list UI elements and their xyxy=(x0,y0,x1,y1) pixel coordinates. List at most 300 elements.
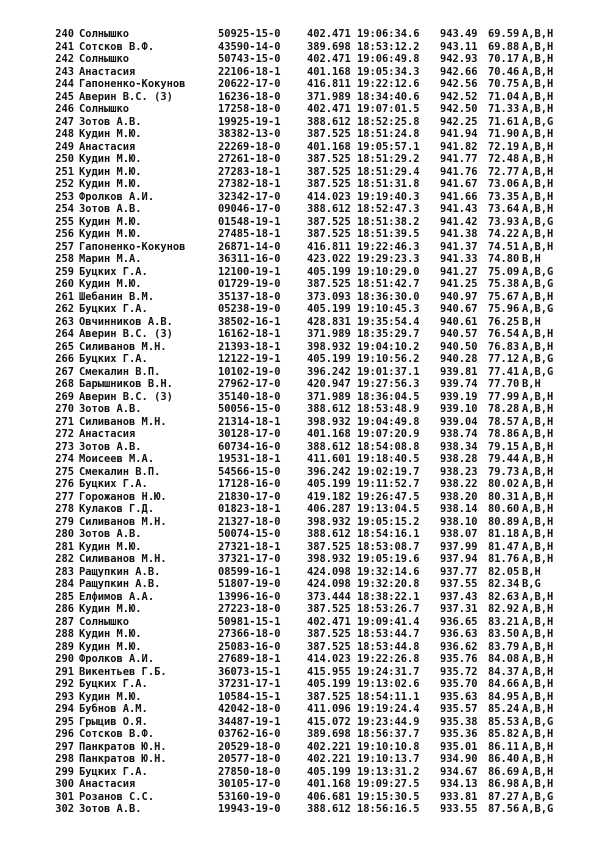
ring-code: 09046-17-0 xyxy=(218,203,281,215)
ring-code: 16236-18-0 xyxy=(218,90,281,103)
arrival-time: 18:52:25.8 xyxy=(357,115,420,128)
distance: 401.168 xyxy=(307,428,351,440)
percent: 79.15 xyxy=(488,440,520,453)
speed: 941.25 xyxy=(440,278,478,290)
percent: 70.46 xyxy=(488,65,520,78)
percent: 79.73 xyxy=(488,465,520,478)
ring-code: 37231-17-1 xyxy=(218,678,281,690)
distance: 411.096 xyxy=(307,703,351,715)
arrival-time: 19:05:15.2 xyxy=(357,515,420,528)
speed: 942.93 xyxy=(440,53,478,65)
place-number: 282 xyxy=(55,553,74,565)
ring-code: 35140-18-0 xyxy=(218,390,281,403)
owner-name: Кудин М.Ю. xyxy=(79,165,142,178)
category-tags: A,B,H xyxy=(522,503,554,515)
ring-code: 27283-18-1 xyxy=(218,165,281,178)
owner-name: Кудин М.Ю. xyxy=(79,215,142,228)
percent: 85.24 xyxy=(488,703,520,715)
category-tags: A,B,G xyxy=(522,115,554,128)
place-number: 285 xyxy=(55,590,74,603)
table-row xyxy=(0,241,600,254)
table-row xyxy=(0,116,600,129)
table-row xyxy=(0,678,600,691)
ring-code: 16162-18-1 xyxy=(218,328,281,340)
owner-name: Солнышко xyxy=(79,615,130,628)
category-tags: A,B,H xyxy=(522,603,554,615)
distance: 405.199 xyxy=(307,765,351,778)
distance: 387.525 xyxy=(307,628,351,640)
ring-code: 27366-18-0 xyxy=(218,628,281,640)
ring-code: 05238-19-0 xyxy=(218,303,281,315)
place-number: 259 xyxy=(55,265,74,278)
category-tags: A,B,H xyxy=(522,40,554,53)
place-number: 258 xyxy=(55,253,74,265)
speed: 935.70 xyxy=(440,678,478,690)
place-number: 241 xyxy=(55,40,74,53)
category-tags: A,B,H xyxy=(522,703,554,715)
distance: 406.287 xyxy=(307,503,351,515)
table-row xyxy=(0,403,600,416)
table-row xyxy=(0,141,600,154)
arrival-time: 19:11:52.7 xyxy=(357,478,420,490)
ring-code: 10584-15-1 xyxy=(218,690,281,703)
percent: 86.98 xyxy=(488,778,520,790)
distance: 411.601 xyxy=(307,453,351,465)
owner-name: Зотов А.В. xyxy=(79,528,142,540)
owner-name: Аверин В.С. (З) xyxy=(79,390,173,403)
speed: 942.52 xyxy=(440,90,478,103)
place-number: 281 xyxy=(55,540,74,553)
table-row xyxy=(0,453,600,466)
owner-name: Буцких Г.А. xyxy=(79,303,148,315)
owner-name: Анастасия xyxy=(79,140,136,153)
category-tags: A,B,H xyxy=(522,553,554,565)
distance: 388.612 xyxy=(307,803,351,815)
table-row xyxy=(0,53,600,66)
distance: 398.932 xyxy=(307,340,351,353)
table-row xyxy=(0,653,600,666)
speed: 935.72 xyxy=(440,665,478,678)
arrival-time: 18:54:16.1 xyxy=(357,528,420,540)
place-number: 262 xyxy=(55,303,74,315)
category-tags: A,B,G xyxy=(522,353,554,365)
distance: 388.612 xyxy=(307,440,351,453)
place-number: 271 xyxy=(55,415,74,428)
owner-name: Сотсков В.Ф. xyxy=(79,728,155,740)
distance: 423.022 xyxy=(307,253,351,265)
place-number: 292 xyxy=(55,678,74,690)
table-row xyxy=(0,416,600,429)
category-tags: A,B,H xyxy=(522,728,554,740)
percent: 83.21 xyxy=(488,615,520,628)
place-number: 280 xyxy=(55,528,74,540)
percent: 80.31 xyxy=(488,490,520,503)
place-number: 244 xyxy=(55,78,74,90)
distance: 406.681 xyxy=(307,790,351,803)
owner-name: Силиванов М.Н. xyxy=(79,553,167,565)
place-number: 290 xyxy=(55,653,74,665)
place-number: 288 xyxy=(55,628,74,640)
ring-code: 27261-18-0 xyxy=(218,153,281,165)
category-tags: A,B,H xyxy=(522,665,554,678)
place-number: 277 xyxy=(55,490,74,503)
table-row xyxy=(0,128,600,141)
place-number: 249 xyxy=(55,140,74,153)
owner-name: Солнышко xyxy=(79,53,130,65)
category-tags: A,B,H xyxy=(522,90,554,103)
category-tags: A,B,H xyxy=(522,590,554,603)
owner-name: Бубнов А.М. xyxy=(79,703,148,715)
place-number: 267 xyxy=(55,365,74,378)
arrival-time: 19:06:34.6 xyxy=(357,28,420,40)
arrival-time: 19:29:23.3 xyxy=(357,253,420,265)
table-row xyxy=(0,428,600,441)
place-number: 257 xyxy=(55,240,74,253)
speed: 935.63 xyxy=(440,690,478,703)
table-row xyxy=(0,666,600,679)
speed: 937.94 xyxy=(440,553,478,565)
category-tags: A,B,H xyxy=(522,403,554,415)
speed: 938.07 xyxy=(440,528,478,540)
percent: 75.09 xyxy=(488,265,520,278)
category-tags: A,B,H xyxy=(522,153,554,165)
percent: 84.37 xyxy=(488,665,520,678)
ring-code: 21314-18-1 xyxy=(218,415,281,428)
arrival-time: 18:51:38.2 xyxy=(357,215,420,228)
owner-name: Анастасия xyxy=(79,428,136,440)
arrival-time: 18:53:26.7 xyxy=(357,603,420,615)
speed: 940.97 xyxy=(440,290,478,303)
speed: 942.66 xyxy=(440,65,478,78)
percent: 80.60 xyxy=(488,503,520,515)
distance: 387.525 xyxy=(307,178,351,190)
ring-code: 03762-16-0 xyxy=(218,728,281,740)
distance: 389.698 xyxy=(307,40,351,53)
arrival-time: 19:15:30.5 xyxy=(357,790,420,803)
category-tags: A,B,H xyxy=(522,203,554,215)
arrival-time: 19:22:46.3 xyxy=(357,240,420,253)
category-tags: A,B,H xyxy=(522,228,554,240)
arrival-time: 19:01:37.1 xyxy=(357,365,420,378)
percent: 83.50 xyxy=(488,628,520,640)
place-number: 243 xyxy=(55,65,74,78)
owner-name: Фролков А.И. xyxy=(79,190,155,203)
place-number: 278 xyxy=(55,503,74,515)
table-row xyxy=(0,216,600,229)
arrival-time: 19:09:41.4 xyxy=(357,615,420,628)
category-tags: A,B,H xyxy=(522,640,554,653)
ring-code: 50925-15-0 xyxy=(218,28,281,40)
arrival-time: 18:51:29.2 xyxy=(357,153,420,165)
table-row xyxy=(0,103,600,116)
distance: 416.811 xyxy=(307,240,351,253)
owner-name: Шебанин В.М. xyxy=(79,290,155,303)
owner-name: Силиванов М.Н. xyxy=(79,515,167,528)
category-tags: B,G xyxy=(522,578,541,590)
arrival-time: 19:10:56.2 xyxy=(357,353,420,365)
table-row xyxy=(0,291,600,304)
category-tags: A,B,H xyxy=(522,53,554,65)
ring-code: 01823-18-1 xyxy=(218,503,281,515)
place-number: 301 xyxy=(55,790,74,803)
place-number: 273 xyxy=(55,440,74,453)
speed: 943.11 xyxy=(440,40,478,53)
speed: 938.23 xyxy=(440,465,478,478)
place-number: 296 xyxy=(55,728,74,740)
ring-code: 35137-18-0 xyxy=(218,290,281,303)
percent: 72.19 xyxy=(488,140,520,153)
place-number: 253 xyxy=(55,190,74,203)
owner-name: Кудин М.Ю. xyxy=(79,540,142,553)
category-tags: A,B,G xyxy=(522,790,554,803)
arrival-time: 18:53:48.9 xyxy=(357,403,420,415)
distance: 387.525 xyxy=(307,690,351,703)
ring-code: 27689-18-1 xyxy=(218,653,281,665)
percent: 81.18 xyxy=(488,528,520,540)
speed: 941.37 xyxy=(440,240,478,253)
speed: 937.31 xyxy=(440,603,478,615)
category-tags: A,B,G xyxy=(522,303,554,315)
table-row xyxy=(0,591,600,604)
ring-code: 27962-17-0 xyxy=(218,378,281,390)
speed: 938.34 xyxy=(440,440,478,453)
owner-name: Барышников В.Н. xyxy=(79,378,173,390)
category-tags: A,B,H xyxy=(522,490,554,503)
percent: 84.66 xyxy=(488,678,520,690)
category-tags: A,B,G xyxy=(522,715,554,728)
percent: 82.63 xyxy=(488,590,520,603)
ring-code: 51807-19-0 xyxy=(218,578,281,590)
category-tags: A,B,H xyxy=(522,440,554,453)
owner-name: Кудин М.Ю. xyxy=(79,278,142,290)
place-number: 250 xyxy=(55,153,74,165)
table-row xyxy=(0,803,600,816)
category-tags: A,B,H xyxy=(522,528,554,540)
owner-name: Аверин В.С. (З) xyxy=(79,90,173,103)
owner-name: Буцких Г.А. xyxy=(79,765,148,778)
table-row xyxy=(0,478,600,491)
percent: 77.12 xyxy=(488,353,520,365)
distance: 405.199 xyxy=(307,478,351,490)
table-row xyxy=(0,541,600,554)
distance: 373.093 xyxy=(307,290,351,303)
place-number: 251 xyxy=(55,165,74,178)
percent: 71.61 xyxy=(488,115,520,128)
arrival-time: 18:56:16.5 xyxy=(357,803,420,815)
percent: 75.96 xyxy=(488,303,520,315)
distance: 414.023 xyxy=(307,653,351,665)
place-number: 300 xyxy=(55,778,74,790)
category-tags: A,B,H xyxy=(522,328,554,340)
ring-code: 26871-14-0 xyxy=(218,240,281,253)
ring-code: 30128-17-0 xyxy=(218,428,281,440)
distance: 388.612 xyxy=(307,403,351,415)
arrival-time: 19:22:12.6 xyxy=(357,78,420,90)
place-number: 261 xyxy=(55,290,74,303)
percent: 80.89 xyxy=(488,515,520,528)
owner-name: Зотов А.В. xyxy=(79,115,142,128)
ring-code: 01548-19-1 xyxy=(218,215,281,228)
ring-code: 27382-18-1 xyxy=(218,178,281,190)
owner-name: Силиванов М.Н. xyxy=(79,415,167,428)
arrival-time: 19:02:19.7 xyxy=(357,465,420,478)
ring-code: 10102-19-0 xyxy=(218,365,281,378)
category-tags: A,B,H xyxy=(522,678,554,690)
owner-name: Кудин М.Ю. xyxy=(79,690,142,703)
owner-name: Моисеев М.А. xyxy=(79,453,155,465)
distance: 405.199 xyxy=(307,303,351,315)
ring-code: 21830-17-0 xyxy=(218,490,281,503)
category-tags: A,B,H xyxy=(522,740,554,753)
speed: 940.57 xyxy=(440,328,478,340)
table-row xyxy=(0,253,600,266)
arrival-time: 19:13:04.5 xyxy=(357,503,420,515)
category-tags: A,B,H xyxy=(522,290,554,303)
arrival-time: 19:13:31.2 xyxy=(357,765,420,778)
ring-code: 30105-17-0 xyxy=(218,778,281,790)
place-number: 283 xyxy=(55,565,74,578)
speed: 943.49 xyxy=(440,28,478,40)
distance: 388.612 xyxy=(307,528,351,540)
table-row xyxy=(0,28,600,41)
arrival-time: 19:10:45.3 xyxy=(357,303,420,315)
category-tags: B,H xyxy=(522,253,541,265)
ring-code: 27321-18-1 xyxy=(218,540,281,553)
arrival-time: 19:10:10.8 xyxy=(357,740,420,753)
distance: 402.221 xyxy=(307,753,351,765)
distance: 389.698 xyxy=(307,728,351,740)
place-number: 270 xyxy=(55,403,74,415)
arrival-time: 19:26:47.5 xyxy=(357,490,420,503)
distance: 387.525 xyxy=(307,278,351,290)
place-number: 297 xyxy=(55,740,74,753)
owner-name: Буцких Г.А. xyxy=(79,678,148,690)
ring-code: 38502-16-1 xyxy=(218,315,281,328)
ring-code: 36073-15-1 xyxy=(218,665,281,678)
ring-code: 50981-15-1 xyxy=(218,615,281,628)
table-row xyxy=(0,791,600,804)
table-row xyxy=(0,741,600,754)
owner-name: Буцких Г.А. xyxy=(79,265,148,278)
table-row xyxy=(0,366,600,379)
category-tags: A,B,H xyxy=(522,515,554,528)
distance: 371.989 xyxy=(307,328,351,340)
speed: 937.43 xyxy=(440,590,478,603)
category-tags: A,B,G xyxy=(522,365,554,378)
place-number: 242 xyxy=(55,53,74,65)
speed: 942.56 xyxy=(440,78,478,90)
distance: 388.612 xyxy=(307,115,351,128)
category-tags: A,B,H xyxy=(522,65,554,78)
arrival-time: 18:38:22.1 xyxy=(357,590,420,603)
ring-code: 25083-16-0 xyxy=(218,640,281,653)
arrival-time: 19:10:29.0 xyxy=(357,265,420,278)
percent: 79.44 xyxy=(488,453,520,465)
distance: 402.471 xyxy=(307,103,351,115)
owner-name: Кулаков Г.Д. xyxy=(79,503,155,515)
arrival-time: 18:53:44.8 xyxy=(357,640,420,653)
percent: 77.99 xyxy=(488,390,520,403)
category-tags: A,B,H xyxy=(522,628,554,640)
speed: 938.22 xyxy=(440,478,478,490)
distance: 402.471 xyxy=(307,53,351,65)
distance: 420.947 xyxy=(307,378,351,390)
distance: 402.221 xyxy=(307,740,351,753)
arrival-time: 18:34:40.6 xyxy=(357,90,420,103)
arrival-time: 19:27:56.3 xyxy=(357,378,420,390)
percent: 85.53 xyxy=(488,715,520,728)
speed: 941.77 xyxy=(440,153,478,165)
table-row xyxy=(0,778,600,791)
speed: 935.36 xyxy=(440,728,478,740)
category-tags: A,B,H xyxy=(522,178,554,190)
table-row xyxy=(0,516,600,529)
percent: 84.95 xyxy=(488,690,520,703)
place-number: 266 xyxy=(55,353,74,365)
speed: 942.25 xyxy=(440,115,478,128)
arrival-time: 19:22:26.8 xyxy=(357,653,420,665)
table-row xyxy=(0,503,600,516)
owner-name: Грыцив О.Я. xyxy=(79,715,148,728)
percent: 73.35 xyxy=(488,190,520,203)
owner-name: Кудин М.Ю. xyxy=(79,640,142,653)
category-tags: B,H xyxy=(522,565,541,578)
place-number: 279 xyxy=(55,515,74,528)
distance: 415.955 xyxy=(307,665,351,678)
arrival-time: 18:53:12.2 xyxy=(357,40,420,53)
speed: 935.76 xyxy=(440,653,478,665)
distance: 402.471 xyxy=(307,28,351,40)
speed: 941.94 xyxy=(440,128,478,140)
table-row xyxy=(0,766,600,779)
ring-code: 17258-18-0 xyxy=(218,103,281,115)
owner-name: Анастасия xyxy=(79,65,136,78)
ring-code: 12100-19-1 xyxy=(218,265,281,278)
owner-name: Кудин М.Ю. xyxy=(79,178,142,190)
category-tags: A,B,H xyxy=(522,165,554,178)
table-row xyxy=(0,603,600,616)
place-number: 245 xyxy=(55,90,74,103)
percent: 76.54 xyxy=(488,328,520,340)
percent: 70.75 xyxy=(488,78,520,90)
table-row xyxy=(0,166,600,179)
distance: 424.098 xyxy=(307,565,351,578)
arrival-time: 18:56:37.7 xyxy=(357,728,420,740)
place-number: 256 xyxy=(55,228,74,240)
ring-code: 27223-18-0 xyxy=(218,603,281,615)
table-row xyxy=(0,628,600,641)
distance: 387.525 xyxy=(307,603,351,615)
speed: 941.66 xyxy=(440,190,478,203)
category-tags: A,B,G xyxy=(522,803,554,815)
category-tags: A,B,H xyxy=(522,103,554,115)
ring-code: 27485-18-1 xyxy=(218,228,281,240)
speed: 940.28 xyxy=(440,353,478,365)
ring-code: 27850-18-0 xyxy=(218,765,281,778)
arrival-time: 19:23:44.9 xyxy=(357,715,420,728)
table-row xyxy=(0,178,600,191)
distance: 387.525 xyxy=(307,640,351,653)
owner-name: Буцких Г.А. xyxy=(79,353,148,365)
arrival-time: 19:35:54.4 xyxy=(357,315,420,328)
distance: 414.023 xyxy=(307,190,351,203)
speed: 934.90 xyxy=(440,753,478,765)
owner-name: Овчинников А.В. xyxy=(79,315,173,328)
owner-name: Силиванов М.Н. xyxy=(79,340,167,353)
ring-code: 19943-19-0 xyxy=(218,803,281,815)
owner-name: Панкратов Ю.Н. xyxy=(79,753,167,765)
ring-code: 21393-18-1 xyxy=(218,340,281,353)
